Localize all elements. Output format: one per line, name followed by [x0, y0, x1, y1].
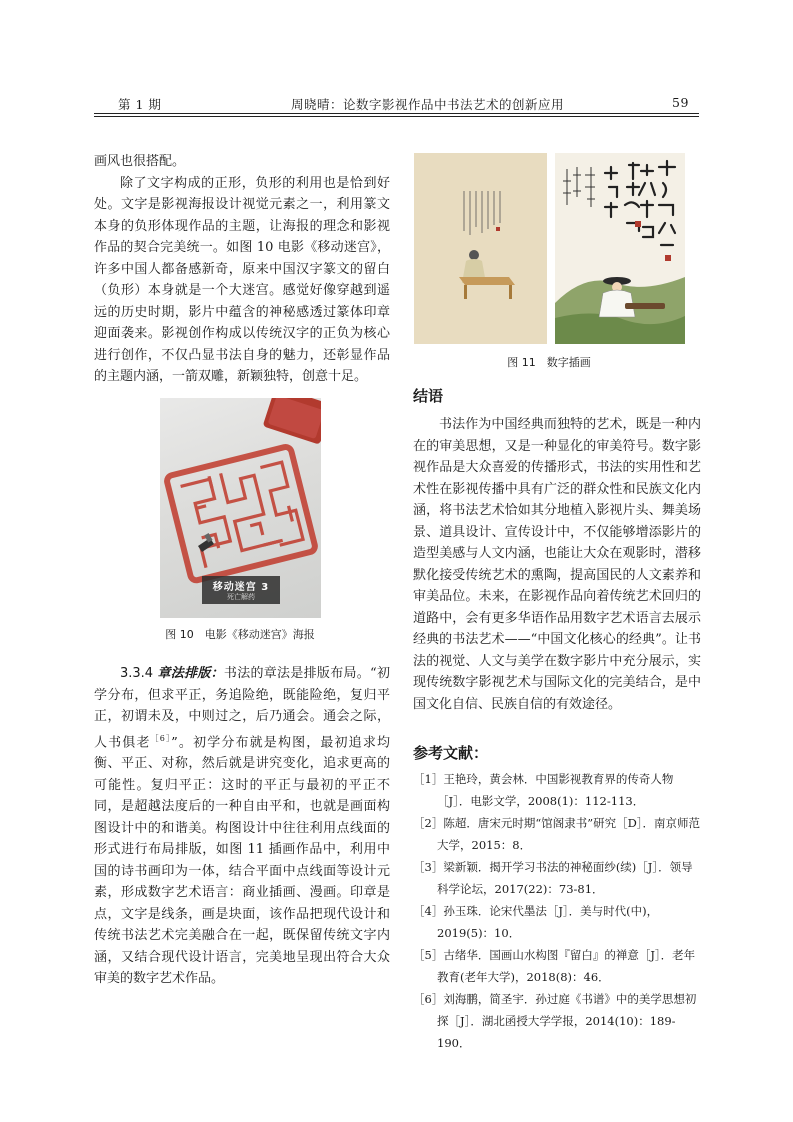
- header-rule: [94, 113, 699, 114]
- calligraphy-and-guqin-illustration: [555, 153, 685, 344]
- reference-item: ［4］孙玉珠．论宋代墨法［J］．美与时代(中)，2019(5)：10．: [413, 904, 659, 940]
- section-title: 章法排版：: [157, 666, 224, 681]
- header-running-title: 周晓晴：论数字影视作品中书法艺术的创新应用: [291, 97, 565, 112]
- reference-item: ［1］王艳玲，黄会林．中国影视教育界的传奇人物［J］．电影文学，2008(1)：112-113．: [413, 772, 674, 808]
- reference-item: ［2］陈超．唐宋元时期“馆阁隶书”研究［D］．南京师范大学，2015：8．: [413, 816, 701, 852]
- section-number: 3.3.4: [120, 666, 154, 681]
- reference-item: ［3］梁新颖．揭开学习书法的神秘面纱(续)［J］．领导科学论坛，2017(22)：73-81．: [413, 860, 693, 896]
- reference-item: ［6］刘海鹏，简圣宇．孙过庭《书谱》中的美学思想初探［J］．湖北函授大学学报，2014(10)：189-190．: [413, 992, 697, 1050]
- scholar-at-desk-illustration: [414, 153, 547, 344]
- paragraph-conclusion: 书法作为中国经典而独特的艺术，既是一种内在的审美思想，又是一种显化的审美符号。数字影视作品是大众喜爱的传播形式，书法的实用性和艺术性在影视传播中具有广泛的群众性和民族文化内涵，将书法艺术恰如其分地植入影视片头、舞美场景、道具设计、宣传设计中，不仅能够增添影片的造型美感与人文内涵，也能让大众在观影时，潜移默化接受传统艺术的熏陶，提高国民的人文素养和审美品位。未来，在影视作品向着传统艺术回归的道路中，会有更多华语作品用数字艺术语言去展示经典的书法艺术——“中国文化核心的经典”。让书法的视觉、人文与美学在数字影片中充分展示，实现传统数字影视艺术与国际文化的完美结合，是中国文化自信、民族自信的有效途径。: [413, 417, 701, 712]
- header-rule-thin: [94, 116, 699, 117]
- paragraph-layout: [94, 663, 390, 990]
- paragraph-continuation: 画风也很搭配。: [94, 154, 186, 169]
- left-column-top: [94, 151, 390, 388]
- figure-11-illustration-left: [414, 153, 547, 344]
- reference-item: ［5］古绪华．国画山水构图『留白』的禅意［J］．老年教育(老年大学)，2018(8)：46．: [413, 948, 696, 984]
- header-issue: 第 1 期: [118, 97, 162, 112]
- right-column-conclusion: [413, 414, 701, 715]
- figure-10-caption: 图 10 电影《移动迷宫》海报: [165, 628, 315, 641]
- references-heading: 参考文献：: [413, 744, 489, 762]
- paragraph-negative-shape: 除了文字构成的正形，负形的利用也是恰到好处。文字是影视海报设计视觉元素之一，利用篆文本身的负形体现作品的主题，让海报的理念和影视作品的契合完美统一。如图 10 电影《移动迷宫》，许多中国人都备感新奇，原来中国汉字篆文的留白（负形）本身就是一个大迷宫。感觉好像穿越到遥远的历史时期，影片中蕴含的神秘感透过篆体印章迎面袭来。影视创作构成以传统汉字的正负为核心进行创作，不仅凸显书法自身的魅力，还彰显作品的主题内涵，一箭双雕，新颖独特，创意十足。: [94, 175, 390, 384]
- paragraph-layout-text-a: 书法的章法是排版布局。“初学分布，但求平正，务追险绝，既能险绝，复归平正，初谓未及，中则过之，后乃通会。通会之际，人书俱老: [94, 666, 390, 750]
- citation-6: ［6］: [150, 733, 172, 743]
- poster-title: 移动迷宫 3: [212, 582, 270, 593]
- left-column-bottom: [94, 663, 390, 990]
- paragraph-layout-text-b: ”。初学分布就是构图，最初追求均衡、平正、对称，然后就是讲究变化，追求更高的可能性。复归平正：这时的平正与最初的平正不同，是超越法度后的一种自由平和，也就是画面构图设计中的和谐美。构图设计中往往利用点线面的形式进行布局排版，如图 11 插画作品中，利用中国的诗书画印为一体，结合平面中点线面等设计元素，形成数字艺术语言：商业插画、漫画。印章是点，文字是线条，画是块面，该作品把现代设计和传统书法艺术完美融合在一起，既保留传统文字内涵，又结合现代设计语言，完美地呈现出符合大众审美的数字艺术作品。: [94, 734, 390, 987]
- conclusion-heading: 结语: [413, 387, 444, 405]
- figure-10-poster: [160, 398, 321, 618]
- header-page-number: 59: [672, 95, 689, 110]
- poster-subtitle: 死亡解药: [227, 593, 255, 601]
- figure-11-caption: 图 11 数字插画: [507, 356, 591, 369]
- figure-11-illustration-right: [555, 153, 685, 344]
- references-list: [413, 768, 703, 1054]
